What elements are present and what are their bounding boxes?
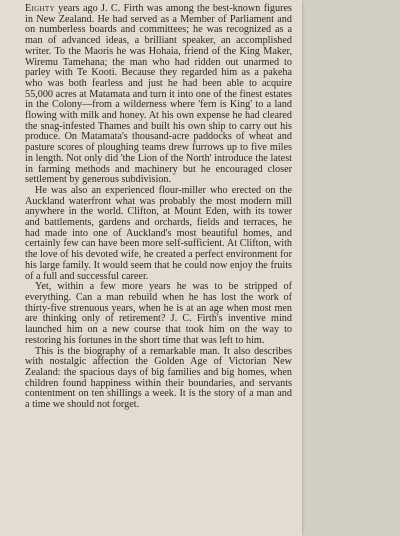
blurb-paragraph-1: [25, 4, 292, 186]
blurb-paragraph-4: This is the biography of a remarkable man. It also describes with nostalgic affection the Golden Age of Victorian New Zealand: the spacious days of big families and big homes, when children found happiness within their boundaries, and servants contentment on ten shillings a week. It is the story of a man and a time we should not forget.: [25, 345, 292, 411]
opening-word: Eighty: [25, 3, 55, 14]
inner-cover-panel: [305, 0, 400, 536]
blurb-text: [25, 4, 292, 411]
blurb-paragraph-2: He was also an experienced flour-miller who erected on the Auckland waterfront what was probably the most modern mill anywhere in the world. Clifton, at Mount Eden, with its tower and battlements, gardens and orchards, fields and terraces, he had made into one of Auckland's most beautiful homes, and certainly few can have been more self-sufficient. At Clifton, with the love of his devoted wife, he created a perfect environment for his large family. It would seem that he could now enjoy the fruits of a full and successful career.: [25, 184, 292, 282]
blurb-paragraph-3: Yet, within a few more years he was to be stripped of everything. Can a man rebuild when he has lost the work of thirty-five strenuous years, when he is at an age when most men are thinking only of retirement? J. C. Firth's inventive mind launched him on a new course that took him on the way to restoring his fortunes in the short time that was left to him.: [25, 281, 292, 346]
paragraph-1-body: years ago J. C. Firth was among the best-known figures in New Zealand. He had served as a Member of Parliament and on numberless boards and committees; he was recognized as a man of advanced ideas, a brilliant speaker, an accomplished writer. To the Maoris he was Hohaia, friend of the King Maker, Wiremu Tamehana; the man who had ridden out unarmed to parley with Te Kooti. Because they regarded him as a pakeha who was both fearless and just he had been able to acquire 55,000 acres at Matamata and turn it into one of the finest estates in the Colony—from a wilderness where 'fern is King' to a land flowing with milk and honey. At his own expense he had cleared the snag-infested Thames and built his own ship to carry out his produce. On Matamata's thousand-acre paddocks of wheat and pasture scores of ploughing teams drew furrows up to five miles in length. Not only did 'the Lion of the North' introduce the latest in farming methods and machinery but he encouraged closer settlement by generous subdivision.: [25, 3, 292, 186]
